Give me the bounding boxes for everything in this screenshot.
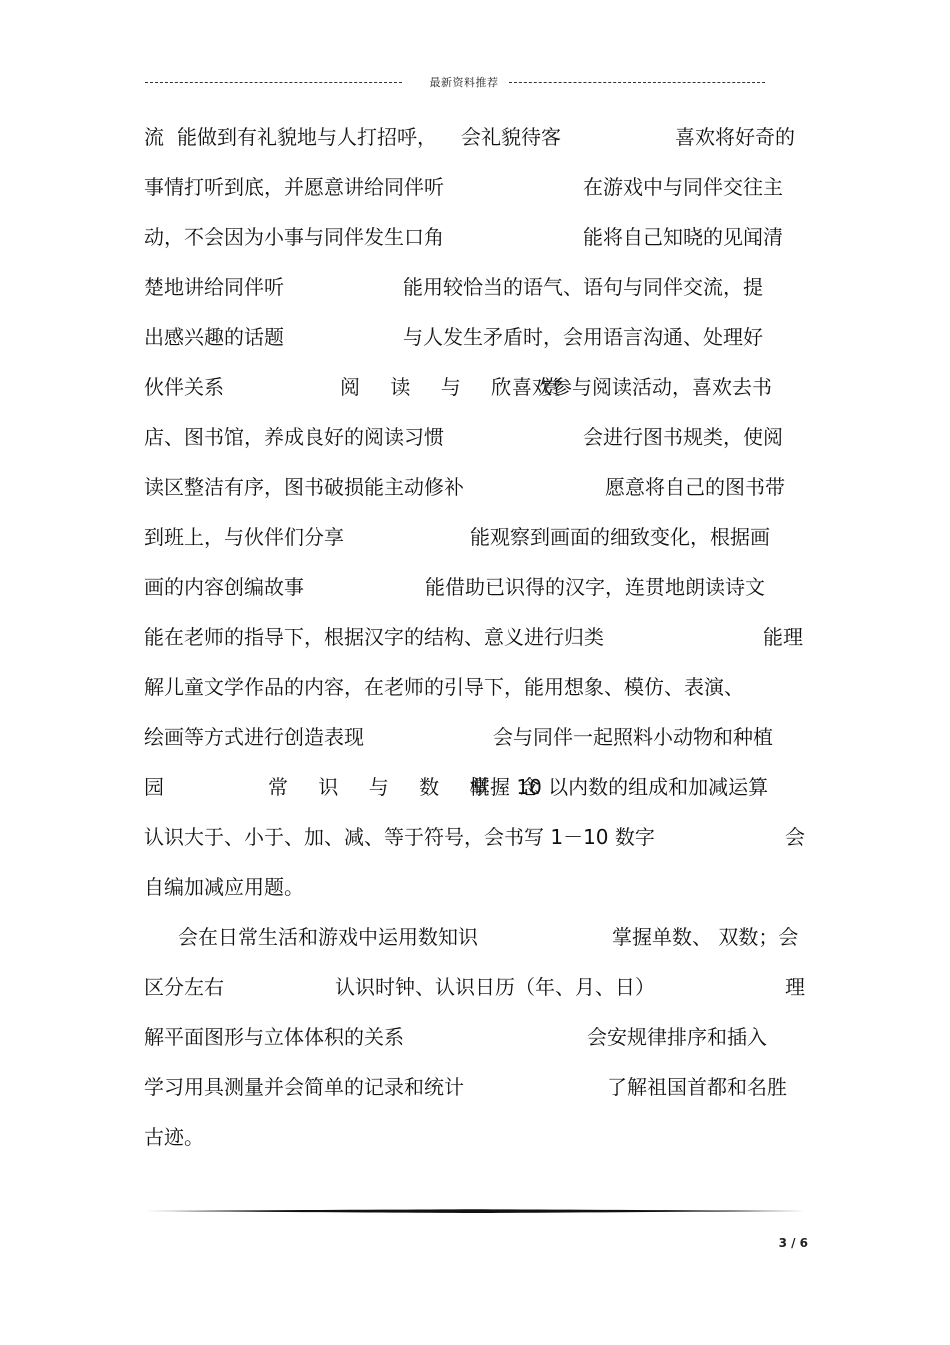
text-segment: 园	[144, 775, 164, 799]
section-heading: 常 识 与 数 概 念	[268, 775, 552, 799]
text-segment: 理	[785, 975, 805, 999]
text-segment: 会进行图书规类，使阅	[583, 425, 783, 449]
text-segment: 画的内容创编故事	[144, 575, 304, 599]
header-dash-left	[145, 82, 402, 83]
text-segment: 会	[785, 825, 805, 849]
text-segment: 解儿童文学作品的内容，在老师的引导下，能用想象、模仿、表演、	[144, 675, 744, 699]
text-segment: 认识时钟、认识日历（年、月、日）	[335, 975, 655, 999]
footer-divider	[145, 1207, 805, 1215]
text-segment: 会礼貌待客	[461, 125, 561, 149]
text-segment: 店、图书馆，养成良好的阅读习惯	[144, 425, 444, 449]
text-segment: 学习用具测量并会简单的记录和统计	[144, 1075, 464, 1099]
text-segment: 与人发生矛盾时，会用语言沟通、处理好	[403, 325, 763, 349]
page-number: 3 / 6	[778, 1236, 808, 1250]
header-dash-right	[509, 82, 766, 83]
text-segment: 掌握单数、 双数；会	[612, 925, 799, 949]
page-header	[145, 72, 765, 92]
text-segment: 会安规律排序和插入	[587, 1025, 767, 1049]
text-segment: 认识大于、小于、加、减、等于符号，会书写 1－10 数字	[144, 825, 655, 849]
text-segment: 能借助已识得的汉字，连贯地朗读诗文	[425, 575, 765, 599]
header-title: 最新资料推荐	[429, 76, 499, 89]
text-segment: 在游戏中与同伴交往主	[583, 175, 783, 199]
text-segment: 流	[144, 125, 164, 149]
text-segment: 喜欢参与阅读活动，喜欢去书	[512, 375, 772, 399]
text-segment: 会在日常生活和游戏中运用数知识	[178, 925, 478, 949]
text-segment: 解平面图形与立体体积的关系	[144, 1025, 404, 1049]
text-segment: 能在老师的指导下，根据汉字的结构、意义进行归类	[144, 625, 604, 649]
section-heading: 阅 读 与 欣 赏	[340, 375, 574, 399]
text-segment: 古迹。	[144, 1125, 204, 1149]
text-segment: 绘画等方式进行创造表现	[144, 725, 364, 749]
text-segment: 能理	[763, 625, 803, 649]
text-segment: 伙伴关系	[144, 375, 224, 399]
text-segment: 掌握 10 以内数的组成和加减运算	[470, 775, 769, 799]
text-segment: 能做到有礼貌地与人打招呼，	[177, 125, 437, 149]
text-segment: 了解祖国首都和名胜	[607, 1075, 787, 1099]
text-segment: 读区整洁有序，图书破损能主动修补	[144, 475, 464, 499]
text-segment: 会与同伴一起照料小动物和种植	[493, 725, 773, 749]
text-segment: 自编加减应用题。	[144, 875, 304, 899]
text-segment: 出感兴趣的话题	[144, 325, 284, 349]
text-segment: 事情打听到底，并愿意讲给同伴听	[144, 175, 444, 199]
text-segment: 喜欢将好奇的	[675, 125, 795, 149]
text-segment: 能用较恰当的语气、语句与同伴交流，提	[403, 275, 763, 299]
text-segment: 能观察到画面的细致变化，根据画	[470, 525, 770, 549]
text-segment: 动，不会因为小事与同伴发生口角	[144, 225, 444, 249]
text-segment: 到班上，与伙伴们分享	[144, 525, 344, 549]
text-segment: 能将自己知晓的见闻清	[583, 225, 783, 249]
text-segment: 愿意将自己的图书带	[605, 475, 785, 499]
text-segment: 楚地讲给同伴听	[144, 275, 284, 299]
text-segment: 区分左右	[144, 975, 224, 999]
